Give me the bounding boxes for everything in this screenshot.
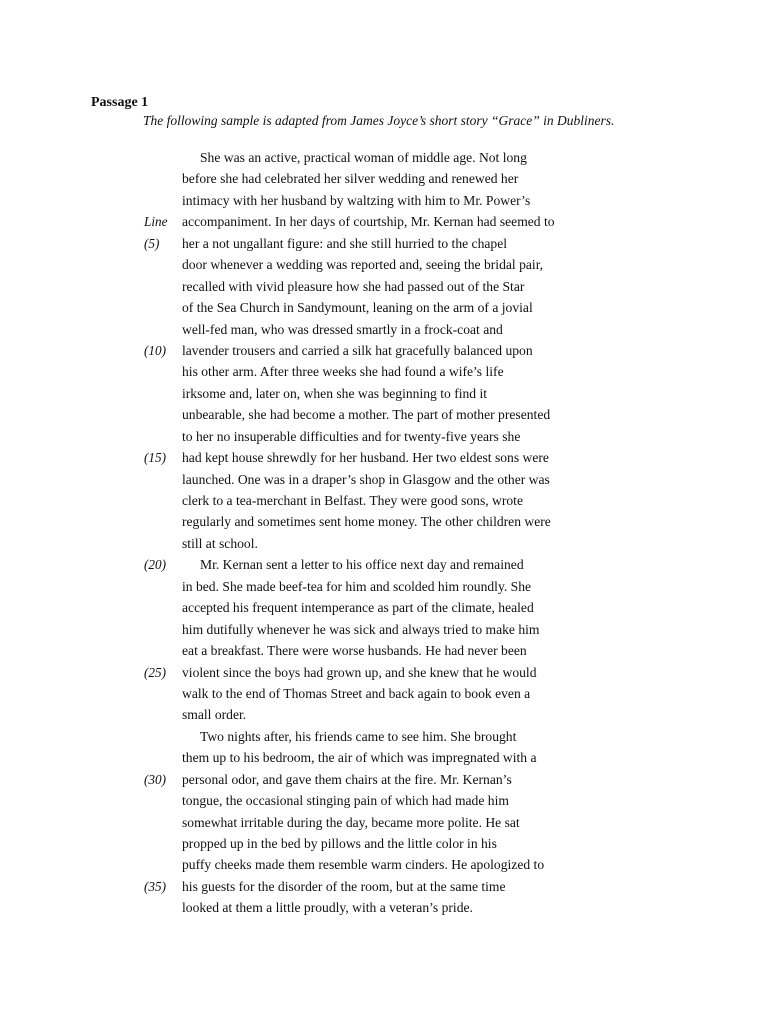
passage-line: [0, 361, 768, 382]
line-text: in bed. She made beef-tea for him and scolded him roundly. She: [182, 578, 532, 594]
passage-line: [0, 619, 768, 640]
passage-line: [0, 683, 768, 704]
line-text: lavender trousers and carried a silk hat gracefully balanced upon: [182, 342, 533, 358]
passage-line: [0, 576, 768, 597]
line-text: recalled with vivid pleasure how she had passed out of the Star: [182, 278, 525, 294]
passage-line: [0, 662, 768, 683]
passage-line: [0, 704, 768, 725]
passage-line: [0, 554, 768, 575]
line-text: his guests for the disorder of the room, but at the same time: [182, 878, 506, 894]
line-text: eat a breakfast. There were worse husbands. He had never been: [182, 643, 527, 659]
passage-line: [0, 747, 768, 768]
passage-line: [0, 254, 768, 275]
passage-line: [0, 511, 768, 532]
passage-line: [0, 726, 768, 747]
line-text: intimacy with her husband by waltzing with him to Mr. Power’s: [182, 192, 531, 208]
line-text: propped up in the bed by pillows and the little color in his: [182, 836, 497, 851]
passage-line: [0, 790, 768, 811]
line-text: well-fed man, who was dressed smartly in a frock-coat and: [182, 321, 503, 337]
passage-line: [0, 876, 768, 897]
passage-line: [0, 469, 768, 490]
line-text: puffy cheeks made them resemble warm cinders. He apologized to: [182, 857, 545, 873]
line-text: before she had celebrated her silver wedding and renewed her: [182, 171, 519, 187]
line-text: to her no insuperable difficulties and for twenty-five years she: [182, 428, 521, 444]
passage-line: [0, 340, 768, 361]
line-text: clerk to a tea-merchant in Belfast. They were good sons, wrote: [182, 493, 523, 508]
passage-line: [0, 640, 768, 661]
line-text: Two nights after, his friends came to see him. She brought: [200, 728, 517, 744]
passage-line: [0, 533, 768, 554]
line-number-marker: (30): [144, 771, 166, 787]
passage-heading: Passage 1: [91, 95, 149, 110]
passage-line: [0, 897, 768, 918]
line-text: had kept house shrewdly for her husband. Her two eldest sons were: [182, 450, 549, 466]
line-text: looked at them a little proudly, with a veteran’s pride.: [182, 900, 473, 916]
line-text: accepted his frequent intemperance as part of the climate, healed: [182, 600, 534, 616]
passage-line: [0, 490, 768, 511]
line-text: personal odor, and gave them chairs at the fire. Mr. Kernan’s: [182, 771, 512, 787]
passage-line: [0, 404, 768, 425]
line-text: of the Sea Church in Sandymount, leaning on the arm of a jovial: [182, 300, 533, 316]
line-number-marker: (20): [144, 557, 166, 573]
line-text: tongue, the occasional stinging pain of which had made him: [182, 793, 509, 809]
line-number-marker: (10): [144, 342, 166, 358]
line-text: launched. One was in a draper’s shop in Glasgow and the other was: [182, 471, 550, 487]
line-text: them up to his bedroom, the air of which was impregnated with a: [182, 750, 537, 766]
line-text: irksome and, later on, when she was beginning to find it: [182, 385, 488, 401]
passage-line: [0, 190, 768, 211]
passage-line: [0, 854, 768, 875]
line-text: her a not ungallant figure: and she still hurried to the chapel: [182, 235, 508, 251]
passage-line: [0, 383, 768, 404]
passage-line: [0, 769, 768, 790]
line-text: somewhat irritable during the day, became more polite. He sat: [182, 814, 520, 830]
passage-line: [0, 319, 768, 340]
line-text: him dutifully whenever he was sick and always tried to make him: [182, 621, 540, 637]
line-text: regularly and sometimes sent home money. The other children were: [182, 514, 551, 530]
line-text: his other arm. After three weeks she had found a wife’s life: [182, 364, 504, 380]
line-text: Mr. Kernan sent a letter to his office next day and remained: [200, 557, 524, 573]
line-text: violent since the boys had grown up, and she knew that he would: [182, 664, 537, 680]
passage-line: [0, 168, 768, 189]
line-number-marker: Line: [144, 214, 168, 230]
passage-line: [0, 297, 768, 318]
passage-line: [0, 276, 768, 297]
passage-line: [0, 147, 768, 168]
line-text: walk to the end of Thomas Street and back again to book even a: [182, 685, 531, 701]
line-number-marker: (25): [144, 664, 166, 680]
passage-body: [0, 147, 768, 919]
passage-line: [0, 426, 768, 447]
passage-intro: The following sample is adapted from James Joyce’s short story “Grace” in Dubliners.: [143, 113, 615, 128]
line-text: accompaniment. In her days of courtship, Mr. Kernan had seemed to: [182, 214, 555, 230]
line-text: door whenever a wedding was reported and, seeing the bridal pair,: [182, 257, 544, 273]
line-number-marker: (15): [144, 450, 166, 466]
line-text: She was an active, practical woman of middle age. Not long: [200, 150, 527, 165]
line-text: unbearable, she had become a mother. The part of mother presented: [182, 407, 551, 423]
line-text: still at school.: [182, 535, 258, 551]
passage-line: [0, 447, 768, 468]
line-text: small order.: [182, 707, 247, 723]
passage-line: [0, 833, 768, 854]
line-number-marker: (35): [144, 878, 166, 894]
passage-line: [0, 233, 768, 254]
line-number-marker: (5): [144, 235, 160, 251]
passage-line: [0, 211, 768, 232]
passage-line: [0, 812, 768, 833]
passage-line: [0, 597, 768, 618]
